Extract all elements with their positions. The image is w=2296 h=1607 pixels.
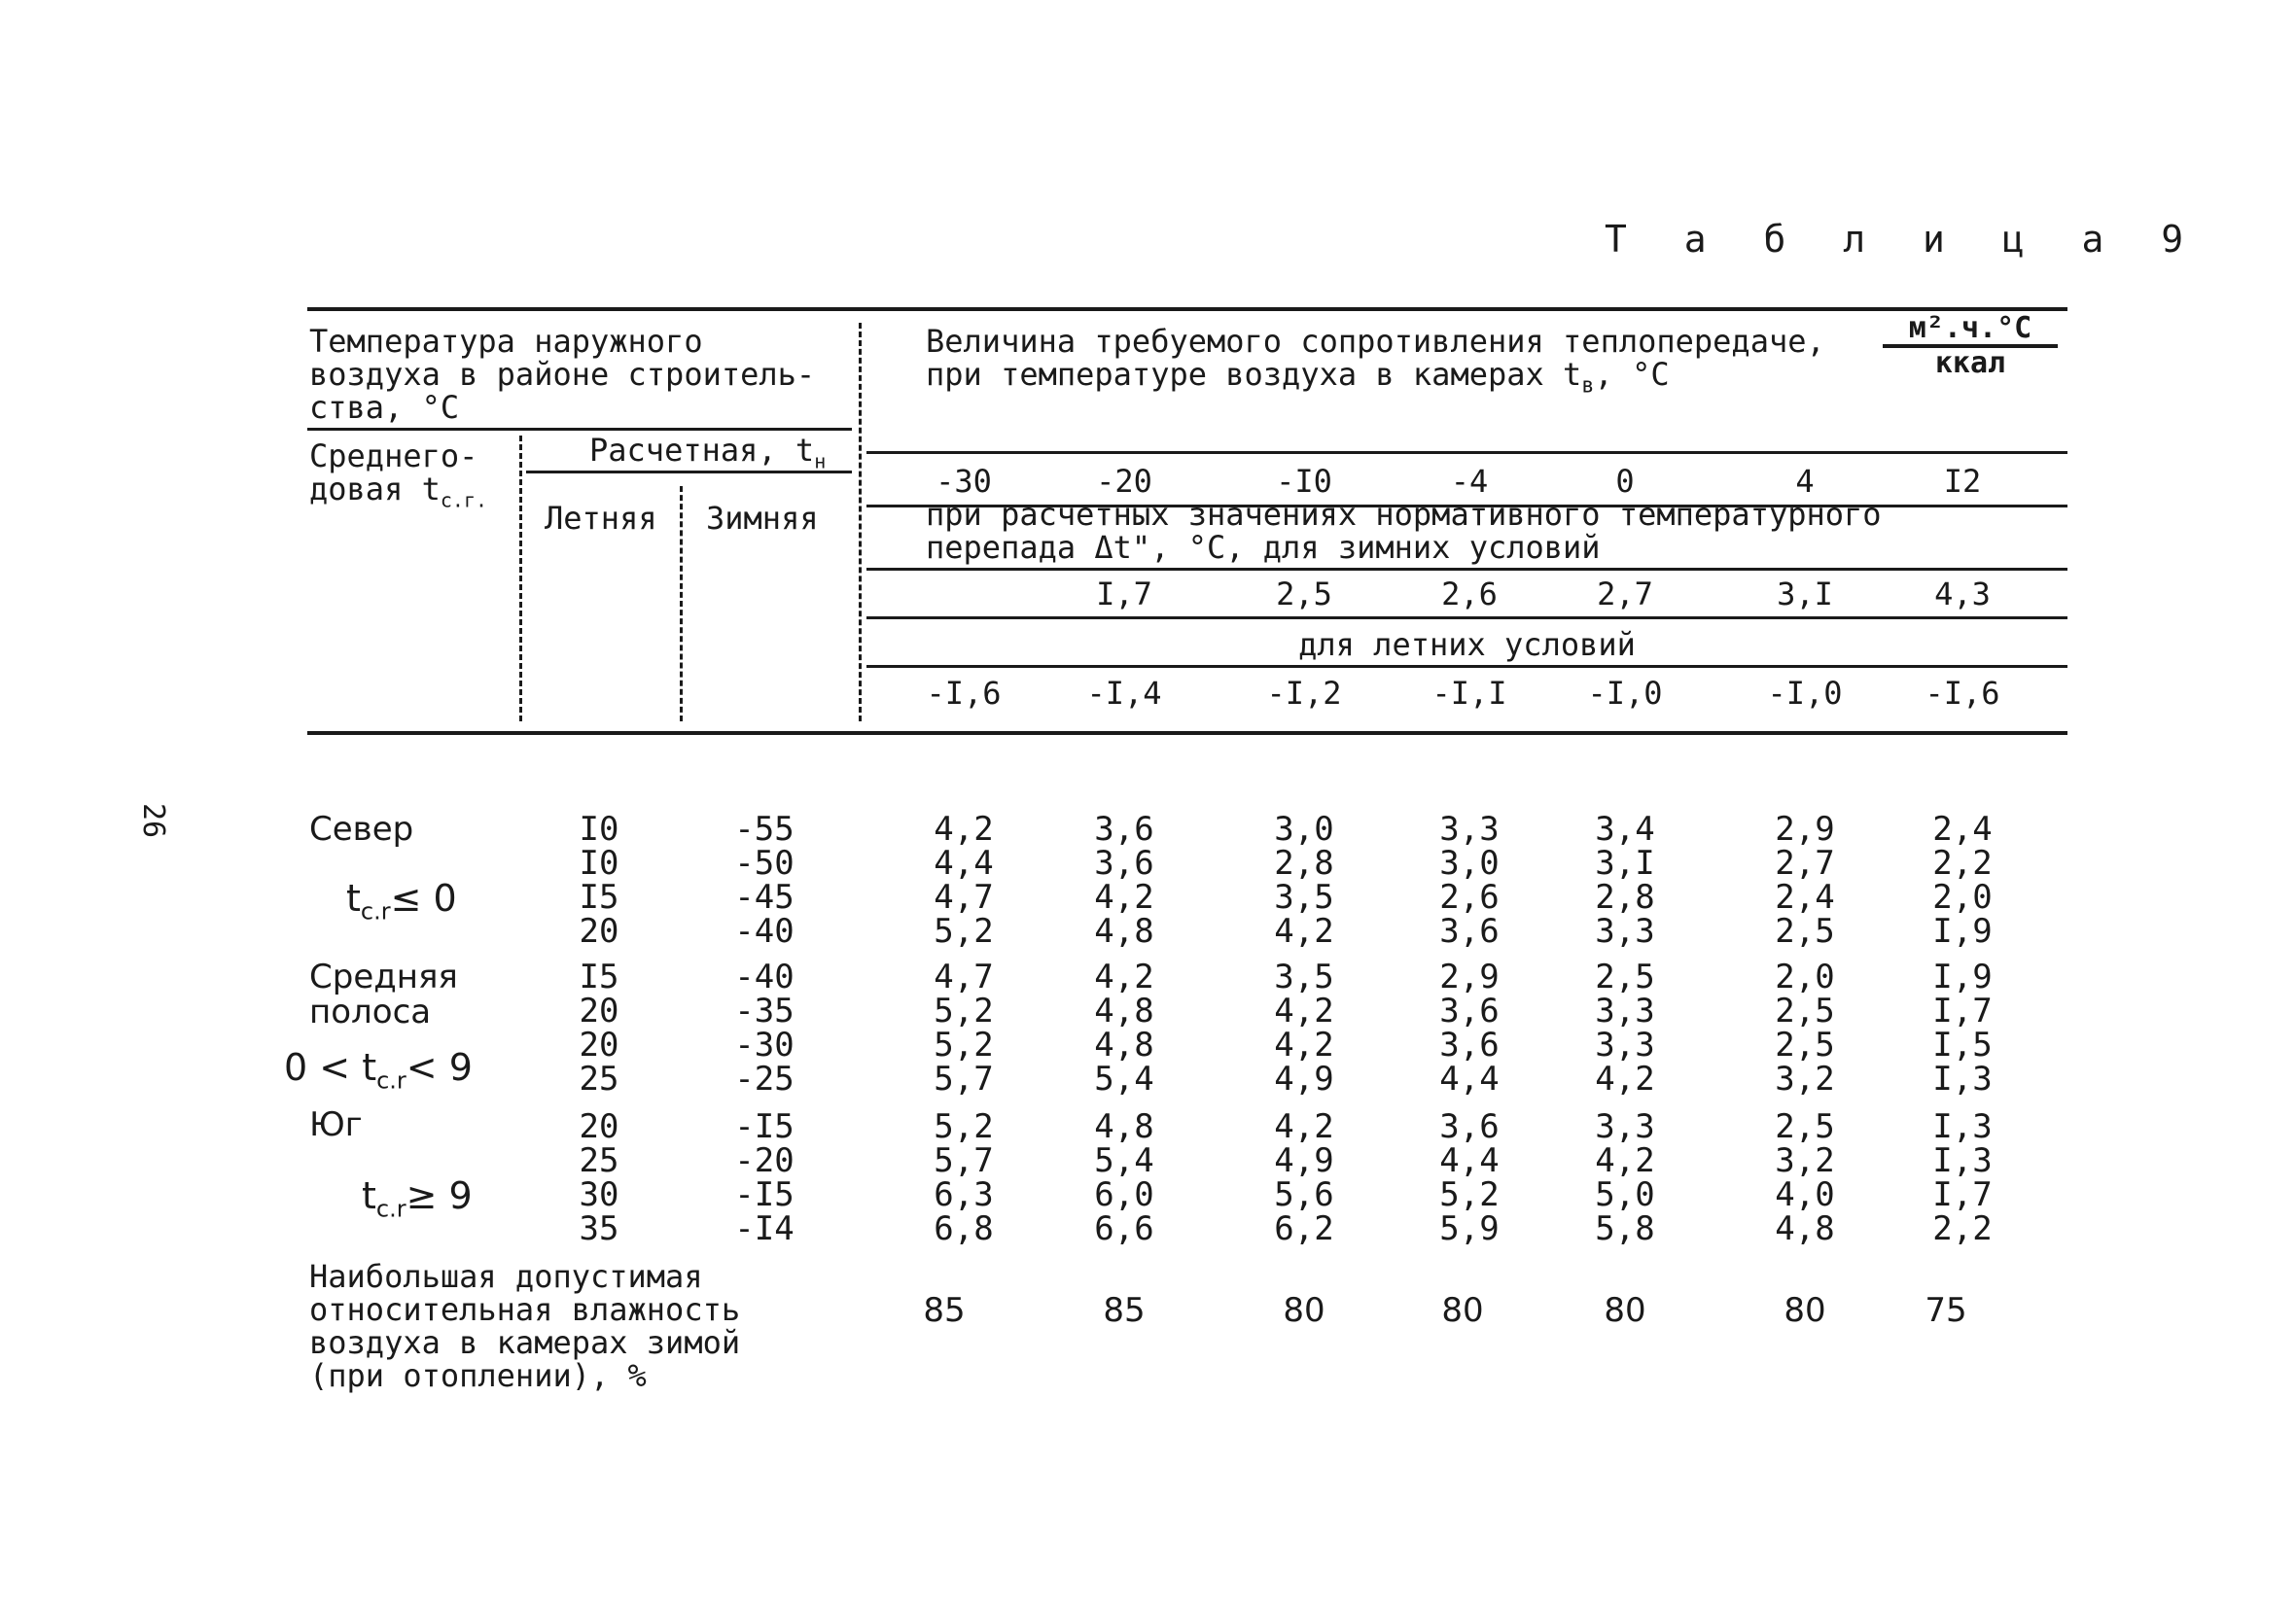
zone-condition: $0 < t_{c.r}< 9$ [284, 1046, 473, 1095]
winter-temp-column: -40 -35 -30 -25 [734, 958, 795, 1099]
humidity-value: 80 [1784, 1291, 1826, 1330]
summer-delta-value: -I,I [1431, 675, 1507, 712]
summer-header: Летняя [545, 500, 657, 537]
resistance-column: 2,4 2,2 2,0 I,9 [1932, 810, 1993, 951]
winter-delta-value: I,7 [1096, 576, 1152, 612]
chamber-temp: 0 [1615, 463, 1635, 500]
resistance-column: 2,9 3,6 3,6 4,4 [1439, 958, 1500, 1099]
summer-conditions-label: для летних условий [1298, 626, 1636, 663]
zone-name: Юг [309, 1105, 363, 1144]
resistance-column: I,9 I,7 I,5 I,3 [1932, 958, 1993, 1099]
zone-condition: $t_{c.r}\ge 9$ [362, 1174, 473, 1223]
winter-temp-column: -I5 -20 -I5 -I4 [734, 1107, 795, 1248]
summer-delta-value: -I,6 [926, 675, 1002, 712]
humidity-value: 80 [1441, 1291, 1484, 1330]
rule-winter-values [866, 616, 2067, 619]
chamber-temp: 4 [1795, 463, 1815, 500]
zone-name: полоса [309, 993, 432, 1031]
summer-delta-value: -I,0 [1587, 675, 1663, 712]
humidity-label-line: относительная влажность [309, 1291, 741, 1328]
summer-delta-value: -I,0 [1767, 675, 1843, 712]
summer-delta-value: -I,2 [1266, 675, 1342, 712]
winter-delta-value: 2,5 [1276, 576, 1332, 612]
zone-name: Север [309, 810, 414, 849]
humidity-value: 80 [1283, 1291, 1325, 1330]
humidity-label-line: воздуха в камерах зимой [309, 1324, 741, 1361]
resistance-column: 4,8 5,4 6,0 6,6 [1094, 1107, 1154, 1248]
resistance-column: 3,6 4,4 5,2 5,9 [1439, 1107, 1500, 1248]
resistance-column: 2,9 2,7 2,4 2,5 [1775, 810, 1835, 951]
resistance-column: 3,4 3,I 2,8 3,3 [1595, 810, 1655, 951]
design-temp-header: Расчетная, $t_н$ [589, 432, 827, 473]
summer-temp-column: I0 I0 I5 20 [579, 810, 619, 951]
outer-temp-line-1: Температура наружного [309, 323, 703, 360]
rule-top [307, 307, 2067, 311]
resistance-column: 4,7 5,2 5,2 5,7 [934, 958, 994, 1099]
mean-annual-line-1: Среднего- [309, 437, 478, 474]
resistance-column: I,3 I,3 I,7 2,2 [1932, 1107, 1993, 1248]
resistance-column: 3,5 4,2 4,2 4,9 [1274, 958, 1334, 1099]
summer-temp-column: 20 25 30 35 [579, 1107, 619, 1248]
data-table [284, 307, 2067, 1415]
resistance-column: 3,0 2,8 3,5 4,2 [1274, 810, 1334, 951]
resistance-line-2: при температуре воздуха в камерах $t_в$, °C [926, 356, 1670, 399]
humidity-value: 85 [923, 1291, 966, 1330]
winter-delta-line-1: при расчетных значениях нормативного температурного [926, 496, 1882, 533]
summer-delta-value: -I,6 [1925, 675, 2000, 712]
chamber-temp: -4 [1450, 463, 1489, 500]
humidity-label-line: (при отоплении), % [309, 1357, 647, 1394]
resistance-column: 5,2 5,7 6,3 6,8 [934, 1107, 994, 1248]
resistance-column: 2,5 3,3 3,3 4,2 [1595, 958, 1655, 1099]
resistance-column: 3,6 3,6 4,2 4,8 [1094, 810, 1154, 951]
resistance-column: 3,3 3,0 2,6 3,6 [1439, 810, 1500, 951]
humidity-value: 85 [1103, 1291, 1146, 1330]
resistance-line-1: Величина требуемого сопротивления теплопередаче, [926, 323, 1825, 360]
outer-temp-line-2: воздуха в районе строитель- [309, 356, 816, 393]
resistance-unit [1883, 313, 2058, 379]
zone-condition: $t_{c.r}\le 0$ [346, 877, 457, 926]
outer-temp-line-3: ства, °C [309, 389, 460, 426]
winter-delta-line-2: перепада Δt", °C, для зимних условий [926, 529, 1601, 566]
winter-delta-value: 4,3 [1934, 576, 1991, 612]
unit-denominator: ккал [1934, 346, 2006, 380]
rule-left-header [307, 428, 852, 431]
resistance-column: 4,2 4,9 5,6 6,2 [1274, 1107, 1334, 1248]
resistance-column: 2,5 3,2 4,0 4,8 [1775, 1107, 1835, 1248]
rule-summer-label [866, 665, 2067, 668]
resistance-column: 4,2 4,8 4,8 5,4 [1094, 958, 1154, 1099]
resistance-column: 2,0 2,5 2,5 3,2 [1775, 958, 1835, 1099]
humidity-label-line: Наибольшая допустимая [309, 1258, 703, 1295]
chamber-temp: -30 [936, 463, 992, 500]
resistance-column: 4,2 4,4 4,7 5,2 [934, 810, 994, 951]
chamber-temp: -20 [1096, 463, 1152, 500]
winter-delta-value: 3,I [1777, 576, 1833, 612]
vsep-summer [680, 486, 683, 721]
summer-temp-column: I5 20 20 25 [579, 958, 619, 1099]
page-number: 26 [136, 803, 170, 839]
humidity-value: 80 [1604, 1291, 1646, 1330]
vsep-main [859, 323, 862, 721]
rule-right-header [866, 451, 2067, 454]
winter-delta-value: 2,6 [1441, 576, 1498, 612]
winter-delta-value: 2,7 [1597, 576, 1653, 612]
resistance-column: 3,3 4,2 5,0 5,8 [1595, 1107, 1655, 1248]
chamber-temp: I2 [1943, 463, 1982, 500]
vsep-mean [519, 436, 522, 721]
chamber-temp: -I0 [1276, 463, 1332, 500]
rule-winter-label [866, 568, 2067, 571]
table-title: Т а б л и ц а 9 [1605, 218, 2202, 261]
humidity-value: 75 [1925, 1291, 1967, 1330]
summer-delta-value: -I,4 [1086, 675, 1162, 712]
winter-header: Зимняя [706, 500, 819, 537]
zone-name: Средняя [309, 958, 458, 996]
winter-temp-column: -55 -50 -45 -40 [734, 810, 795, 951]
unit-numerator: м².ч.°C [1883, 313, 2058, 348]
rule-header-bottom [307, 731, 2067, 735]
mean-annual-line-2: довая $t_{с.г.}$ [309, 471, 488, 512]
